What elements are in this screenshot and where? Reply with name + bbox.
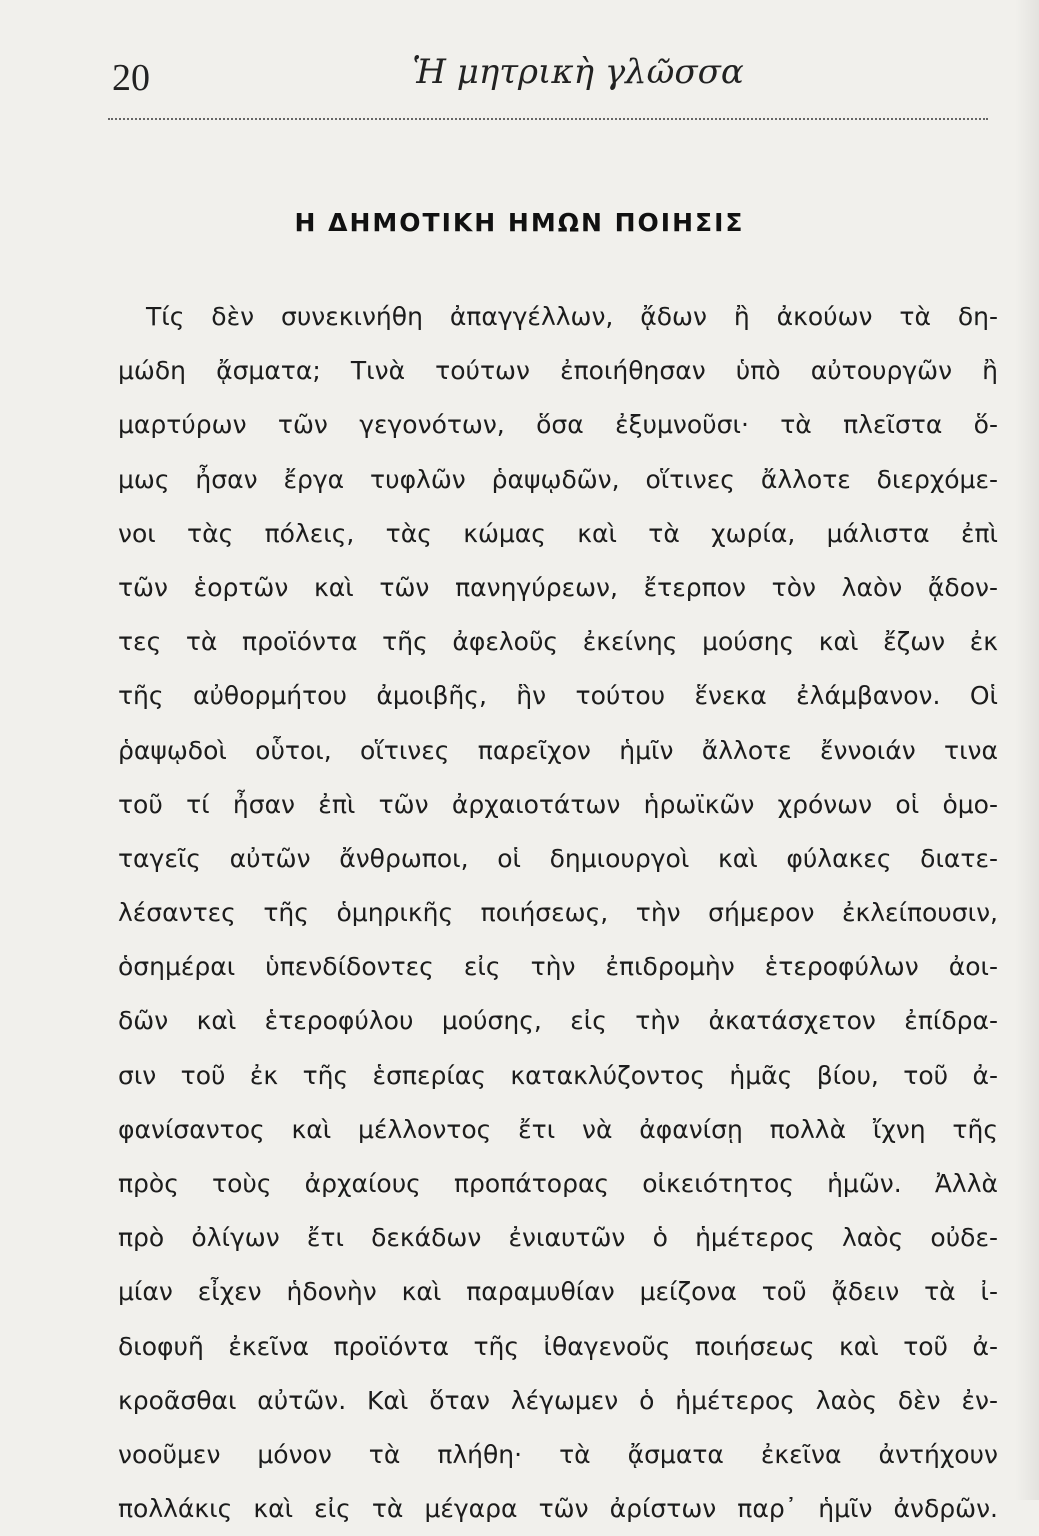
text-line: μαρτύρων τῶν γεγονότων, ὅσα ἐξυμνοῦσι· τὰ πλεῖστα ὅ- [118, 410, 998, 440]
text-line: τῆς αὐθορμήτου ἀμοιβῆς, ἣν τούτου ἕνεκα ἐλάμβανον. Οἱ [118, 681, 998, 711]
page-edge-shadow [1015, 0, 1039, 1500]
text-line: πρὸς τοὺς ἀρχαίους προπάτορας οἰκειότητος ἡμῶν. Ἀλλὰ [118, 1169, 998, 1198]
text-line: σιν τοῦ ἐκ τῆς ἑσπερίας κατακλύζοντος ἡμᾶς βίου, τοῦ ἀ- [118, 1060, 998, 1090]
text-line: μώδη ᾄσματα; Τινὰ τούτων ἐποιήθησαν ὑπὸ αὐτουργῶν ἢ [118, 356, 998, 386]
page-header [108, 52, 988, 102]
header-rule [108, 118, 988, 120]
running-title: Ἡ μητρικὴ γλῶσσα [412, 52, 744, 92]
text-line: μως ἦσαν ἔργα τυφλῶν ῥαψῳδῶν, οἵτινες ἄλλοτε διερχόμε- [118, 464, 998, 494]
text-line: Τίς δὲν συνεκινήθη ἀπαγγέλλων, ᾄδων ἢ ἀκούων τὰ δη- [146, 302, 998, 331]
text-line: δῶν καὶ ἑτεροφύλου μούσης, εἰς τὴν ἀκατάσχετον ἐπίδρα- [118, 1006, 998, 1036]
text-line: ταγεῖς αὐτῶν ἄνθρωποι, οἱ δημιουργοὶ καὶ φύλακες διατε- [118, 843, 998, 873]
text-line: πρὸ ὀλίγων ἔτι δεκάδων ἐνιαυτῶν ὁ ἡμέτερος λαὸς οὐδε- [118, 1223, 998, 1253]
body-text [118, 290, 998, 1536]
text-line: νοοῦμεν μόνον τὰ πλήθη· τὰ ᾄσματα ἐκεῖνα ἀντήχουν [118, 1439, 998, 1469]
text-line: πολλάκις καὶ εἰς τὰ μέγαρα τῶν ἀρίστων παρ᾽ ἡμῖν ἀνδρῶν. [118, 1494, 998, 1524]
text-line: λέσαντες τῆς ὁμηρικῆς ποιήσεως, τὴν σήμερον ἐκλείπουσιν, [118, 898, 998, 928]
text-line: τες τὰ προϊόντα τῆς ἀφελοῦς ἐκείνης μούσης καὶ ἔζων ἐκ [118, 627, 998, 657]
text-line: κροᾶσθαι αὐτῶν. Καὶ ὅταν λέγωμεν ὁ ἡμέτερος λαὸς δὲν ἐν- [118, 1385, 998, 1415]
text-line: ὁσημέραι ὑπενδίδοντες εἰς τὴν ἐπιδρομὴν ἑτεροφύλων ἀοι- [118, 952, 998, 982]
text-line: τῶν ἑορτῶν καὶ τῶν πανηγύρεων, ἔτερπον τὸν λαὸν ᾄδον- [118, 572, 998, 602]
text-line: φανίσαντος καὶ μέλλοντος ἔτι νὰ ἀφανίσῃ πολλὰ ἴχνη τῆς [118, 1114, 998, 1144]
text-line: διοφυῆ ἐκεῖνα προϊόντα τῆς ἰθαγενοῦς ποιήσεως καὶ τοῦ ἀ- [118, 1331, 998, 1361]
text-line: νοι τὰς πόλεις, τὰς κώμας καὶ τὰ χωρία, μάλιστα ἐπὶ [118, 518, 998, 548]
text-line: τοῦ τί ἦσαν ἐπὶ τῶν ἀρχαιοτάτων ἡρωϊκῶν χρόνων οἱ ὁμο- [118, 789, 998, 819]
text-line: ῥαψῳδοὶ οὗτοι, οἵτινες παρεῖχον ἡμῖν ἄλλοτε ἔννοιάν τινα [118, 735, 998, 765]
text-line: μίαν εἶχεν ἡδονὴν καὶ παραμυθίαν μείζονα τοῦ ᾄδειν τὰ ἰ- [118, 1277, 998, 1307]
page-number: 20 [112, 57, 150, 99]
section-title: Η ΔΗΜΟΤΙΚΗ ΗΜΩΝ ΠΟΙΗΣΙΣ [294, 208, 745, 237]
